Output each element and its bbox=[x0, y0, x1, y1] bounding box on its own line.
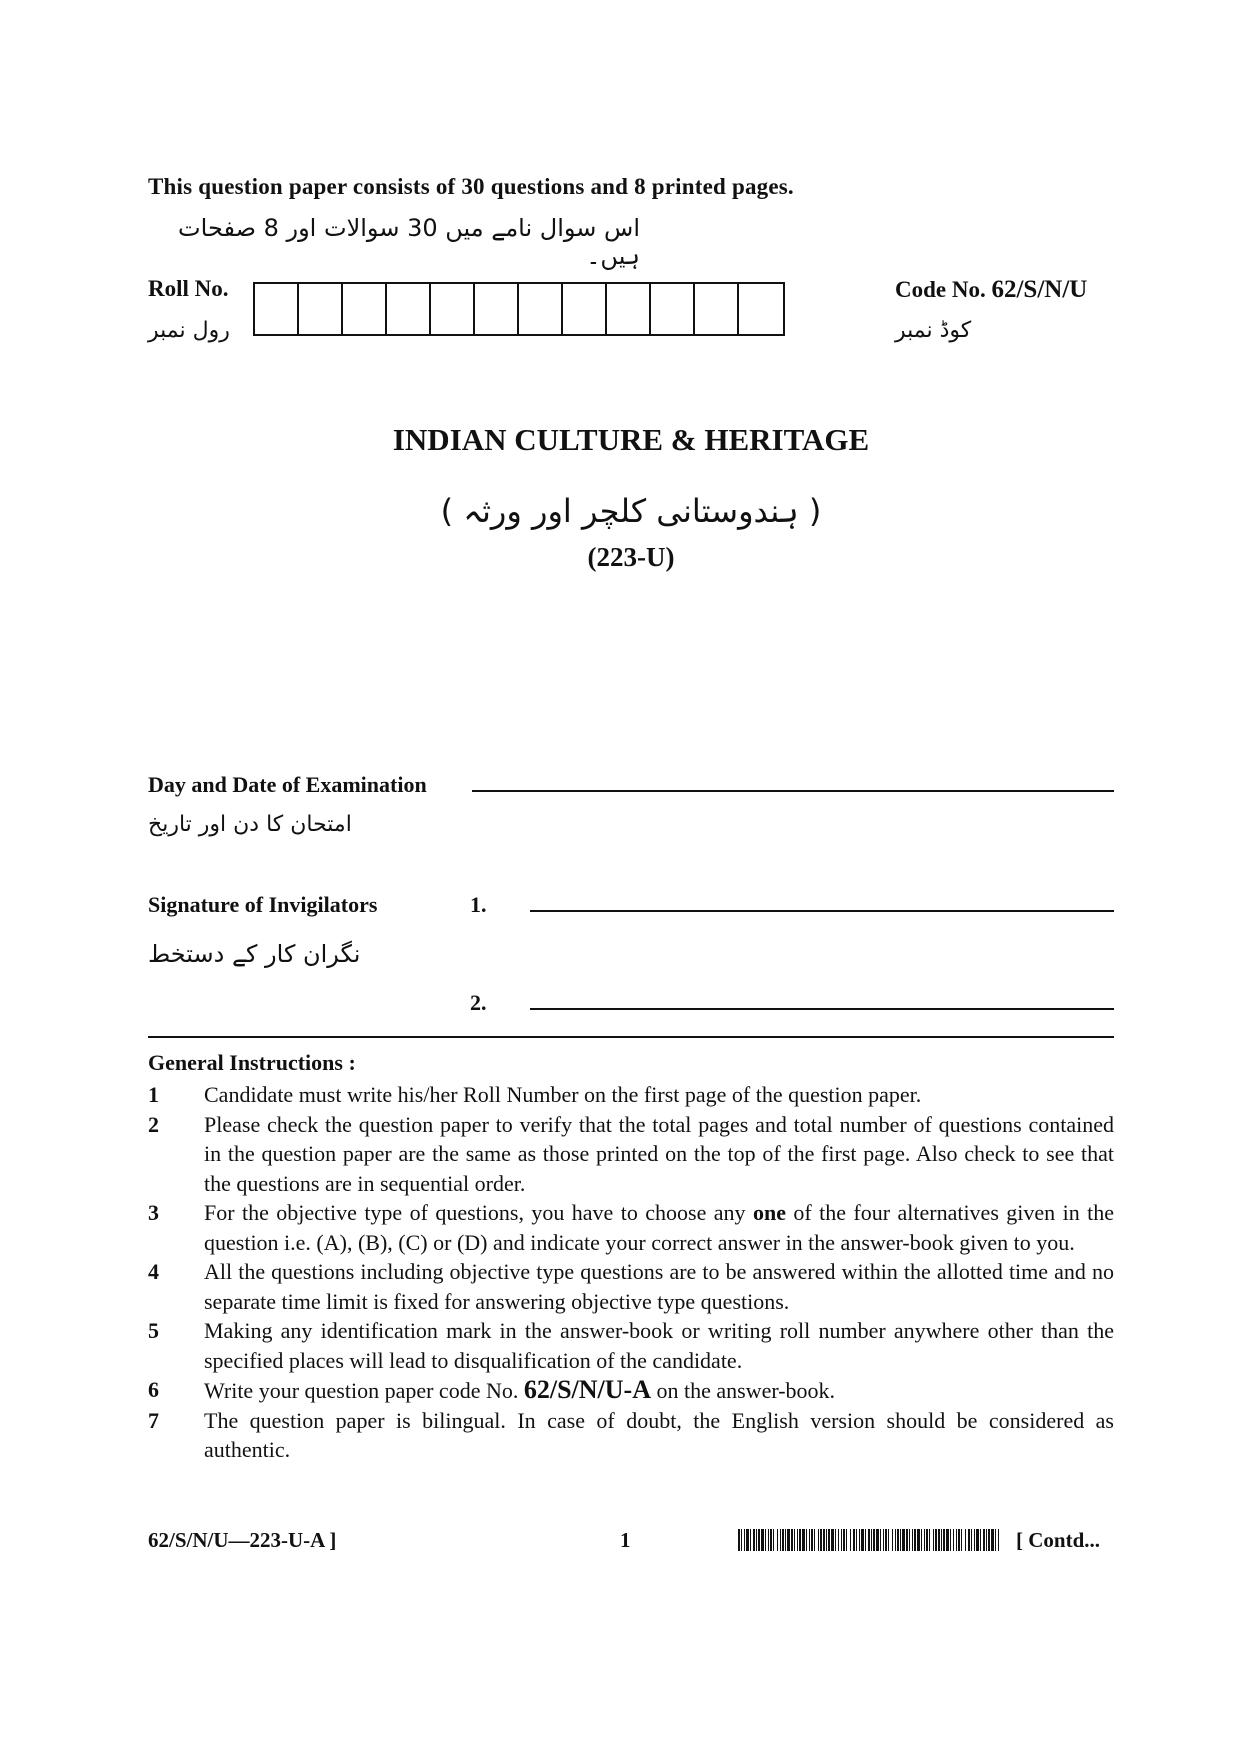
exam-date-field[interactable] bbox=[472, 790, 1114, 792]
general-instructions-heading: General Instructions : bbox=[148, 1050, 356, 1075]
invigilator-signature-field-1[interactable] bbox=[530, 910, 1114, 912]
instruction-item bbox=[148, 1406, 1114, 1465]
invigilator-signature-label-urdu: نگران کار کے دستخط bbox=[148, 940, 361, 968]
roll-number-box[interactable] bbox=[519, 284, 563, 334]
instruction-number: 7 bbox=[148, 1407, 159, 1433]
section-divider bbox=[148, 1036, 1114, 1038]
instruction-number: 2 bbox=[148, 1111, 159, 1137]
instruction-text bbox=[204, 1198, 1114, 1257]
instruction-text: All the questions including objective type questions are to be answered within the allotted time and no separate time limit is fixed for answering objective type questions. bbox=[204, 1259, 1114, 1314]
instruction-item bbox=[148, 1198, 1114, 1257]
roll-number-box[interactable] bbox=[387, 284, 431, 334]
code-number-label-urdu: کوڈ نمبر bbox=[895, 318, 972, 343]
subject-title: INDIAN CULTURE & HERITAGE bbox=[392, 422, 870, 457]
instruction-item bbox=[148, 1110, 1114, 1199]
invigilator-number-2: 2. bbox=[470, 990, 487, 1015]
instruction-number: 6 bbox=[148, 1377, 159, 1402]
roll-number-box[interactable] bbox=[343, 284, 387, 334]
instruction-emphasis: one bbox=[752, 1200, 786, 1225]
roll-number-boxes[interactable] bbox=[253, 282, 785, 336]
code-number-label: Code No. bbox=[895, 277, 986, 302]
instruction-number: 3 bbox=[148, 1200, 159, 1225]
instruction-text: The question paper is bilingual. In case of doubt, the English version should be considered as authentic. bbox=[204, 1407, 1114, 1462]
paper-info-english: This question paper consists of 30 questions and 8 printed pages. bbox=[148, 174, 794, 199]
instruction-paper-code: 62/S/N/U-A bbox=[523, 1375, 651, 1404]
roll-number-box[interactable] bbox=[255, 284, 299, 334]
roll-number-box[interactable] bbox=[563, 284, 607, 334]
code-number-value: 62/S/N/U bbox=[991, 276, 1088, 303]
roll-number-box[interactable] bbox=[431, 284, 475, 334]
roll-number-box[interactable] bbox=[739, 284, 783, 334]
roll-number-box[interactable] bbox=[695, 284, 739, 334]
instruction-number: 5 bbox=[148, 1318, 159, 1343]
footer-contd: [ Contd... bbox=[1016, 1528, 1101, 1552]
instruction-text: Making any identification mark in the answer-book or writing roll number anywhere other than the specified places will lead to disqualification of the candidate. bbox=[204, 1318, 1114, 1373]
roll-number-box[interactable] bbox=[299, 284, 343, 334]
paper-info-urdu: اس سوال نامے میں 30 سوالات اور 8 صفحات ہیں۔ bbox=[178, 214, 640, 270]
roll-number-label-urdu: رول نمبر bbox=[148, 318, 230, 343]
footer-paper-code: 62/S/N/U—223-U-A ] bbox=[148, 1528, 337, 1552]
subject-title-urdu: ( ہندوستانی کلچر اور ورثہ ) bbox=[440, 492, 822, 530]
barcode-gap bbox=[999, 1529, 1000, 1551]
instruction-item bbox=[148, 1316, 1114, 1375]
exam-date-label: Day and Date of Examination bbox=[148, 772, 427, 797]
instruction-text-part: of the four alternatives given in the question i.e. (A), (B), (C) or (D) and indicate your correct answer in the answer-book given to you. bbox=[204, 1200, 1114, 1255]
roll-number-box[interactable] bbox=[607, 284, 651, 334]
instruction-item bbox=[148, 1257, 1114, 1316]
subject-code: (223-U) bbox=[587, 542, 675, 572]
instructions-list bbox=[148, 1080, 1114, 1465]
instruction-item bbox=[148, 1080, 1114, 1110]
instruction-item bbox=[148, 1375, 1114, 1406]
roll-number-box[interactable] bbox=[475, 284, 519, 334]
invigilator-signature-field-2[interactable] bbox=[530, 1008, 1114, 1010]
roll-number-box[interactable] bbox=[651, 284, 695, 334]
roll-number-label: Roll No. bbox=[148, 276, 229, 301]
instruction-text-part: Write your question paper code No. bbox=[204, 1378, 524, 1403]
instruction-number: 1 bbox=[148, 1082, 159, 1107]
barcode-icon bbox=[738, 1529, 1002, 1551]
exam-date-label-urdu: امتحان کا دن اور تاریخ bbox=[148, 812, 352, 837]
invigilator-signature-label: Signature of Invigilators bbox=[148, 892, 378, 917]
instruction-text-part: For the objective type of questions, you have to choose any bbox=[204, 1200, 753, 1225]
instruction-text: Candidate must write his/her Roll Number on the first page of the question paper. bbox=[204, 1082, 922, 1107]
invigilator-number-1: 1. bbox=[470, 892, 487, 917]
code-number bbox=[895, 276, 1087, 304]
instruction-text-part: on the answer-book. bbox=[650, 1378, 836, 1403]
instruction-text: Please check the question paper to verify that the total pages and total number of questions contained in the question paper are the same as those printed on the top of the first page. Also check to see that the questions are in sequential order. bbox=[204, 1111, 1114, 1196]
footer-page-number: 1 bbox=[620, 1528, 631, 1552]
instruction-number: 4 bbox=[148, 1259, 159, 1284]
instruction-text bbox=[204, 1375, 1114, 1406]
